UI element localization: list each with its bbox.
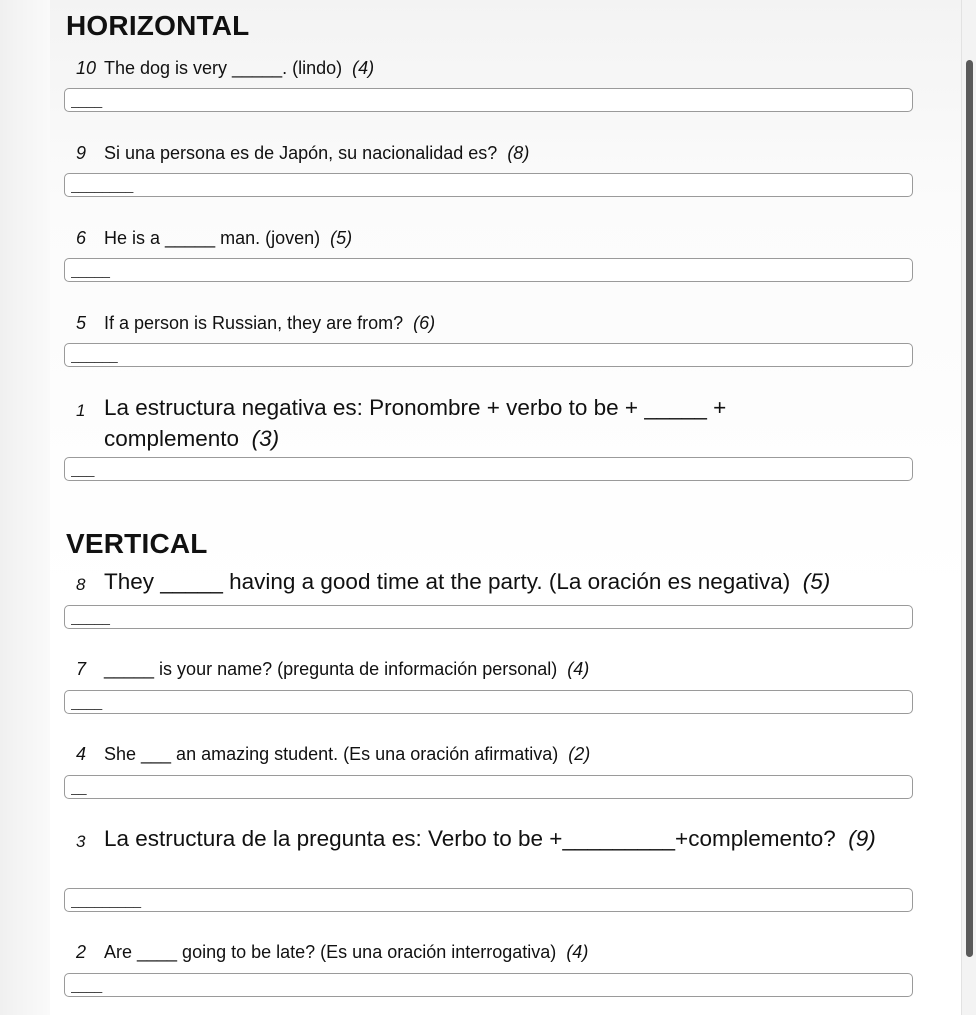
clue-number: 8	[76, 575, 86, 594]
clue-length: (5)	[802, 569, 831, 594]
clue-horizontal-6	[76, 226, 906, 250]
answer-input-horizontal-1[interactable]	[64, 457, 913, 481]
answer-input-horizontal-9[interactable]	[64, 173, 913, 197]
clue-text-wrapper	[104, 566, 936, 597]
clue-text: _____ is your name? (pregunta de información personal)	[104, 659, 558, 679]
clue-text-wrapper	[104, 657, 906, 681]
clue-text-wrapper	[104, 141, 906, 165]
clue-text-wrapper	[104, 392, 806, 454]
clue-number: 2	[76, 942, 87, 962]
clue-length: (4)	[567, 659, 590, 679]
clue-text: He is a _____ man. (joven)	[104, 228, 321, 248]
clue-number: 4	[76, 744, 87, 764]
clue-horizontal-1	[76, 392, 806, 454]
clue-text: La estructura de la pregunta es: Verbo to be +_________+complemento?	[104, 826, 836, 851]
scrollbar-thumb[interactable]	[966, 60, 973, 957]
clue-length: (4)	[566, 942, 589, 962]
answer-input-vertical-8[interactable]	[64, 605, 913, 629]
clue-number: 1	[76, 401, 86, 420]
answer-input-horizontal-10[interactable]	[64, 88, 913, 112]
answer-input-horizontal-6[interactable]	[64, 258, 913, 282]
clue-text: The dog is very _____. (lindo)	[104, 58, 343, 78]
clue-text: She ___ an amazing student. (Es una oración afirmativa)	[104, 744, 559, 764]
clue-length: (2)	[568, 744, 591, 764]
clue-text-wrapper	[104, 940, 906, 964]
clue-number: 5	[76, 313, 87, 333]
clue-text: La estructura negativa es: Pronombre + verbo to be + _____ + complemento	[104, 395, 727, 451]
clue-vertical-3	[76, 823, 906, 857]
clue-text-wrapper	[104, 823, 906, 854]
clue-horizontal-5	[76, 311, 906, 335]
clue-text-wrapper	[104, 311, 906, 335]
clue-number: 7	[76, 659, 87, 679]
clue-length: (4)	[352, 58, 375, 78]
clue-length: (9)	[848, 826, 876, 851]
clue-length: (6)	[413, 313, 436, 333]
clue-text: They _____ having a good time at the party. (La oración es negativa)	[104, 569, 791, 594]
clue-text: Si una persona es de Japón, su nacionalidad es?	[104, 143, 498, 163]
clue-number: 6	[76, 228, 87, 248]
clue-text: Are ____ going to be late? (Es una oración interrogativa)	[104, 942, 557, 962]
answer-input-horizontal-5[interactable]	[64, 343, 913, 367]
answer-input-vertical-2[interactable]	[64, 973, 913, 997]
clue-vertical-2	[76, 940, 906, 964]
clue-vertical-8	[76, 566, 936, 600]
clue-number: 9	[76, 143, 87, 163]
clue-vertical-7	[76, 657, 906, 681]
answer-input-vertical-3[interactable]	[64, 888, 913, 912]
clue-length: (8)	[507, 143, 530, 163]
clue-vertical-4	[76, 742, 906, 766]
clue-horizontal-9	[76, 141, 906, 165]
clue-text-wrapper	[104, 56, 906, 80]
left-margin-shade	[0, 0, 50, 1015]
vertical-heading: VERTICAL	[66, 528, 208, 559]
vertical-scrollbar[interactable]	[961, 0, 976, 1015]
clue-text: If a person is Russian, they are from?	[104, 313, 404, 333]
clue-text-wrapper	[104, 742, 906, 766]
horizontal-heading: HORIZONTAL	[66, 10, 250, 41]
answer-input-vertical-4[interactable]	[64, 775, 913, 799]
answer-input-vertical-7[interactable]	[64, 690, 913, 714]
clue-number: 10	[76, 58, 97, 78]
clue-number: 3	[76, 832, 86, 851]
clue-length: (5)	[330, 228, 353, 248]
clue-text-wrapper	[104, 226, 906, 250]
clue-length: (3)	[251, 426, 280, 451]
clue-horizontal-10	[76, 56, 906, 80]
